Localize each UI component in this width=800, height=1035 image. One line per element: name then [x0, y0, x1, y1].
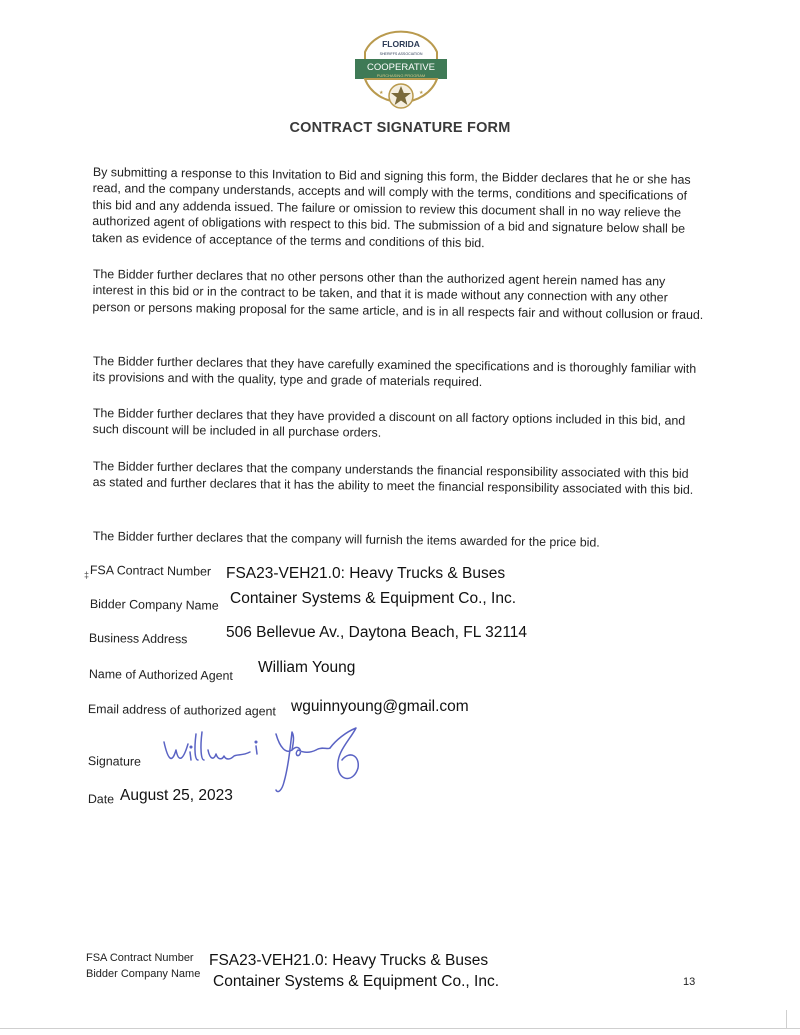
date-value: August 25, 2023 [120, 787, 233, 804]
date-label: Date [87, 792, 115, 807]
declaration-paragraph-1: By submitting a response to this Invitation to Bid and signing this form, the Bidder declares that he or she has read, and the company understands, accepts and will comply with the terms, conditions and specifications of this bid and any addenda issued. The failure or omission to review this document shall in no way relieve the authorized agent of obligations with respect to this bid. The submission of a bid and signature below shall be taken as evidence of acceptance of the terms and conditions of this bid. [91, 164, 691, 250]
declaration-paragraph-3: The Bidder further declares that they have carefully examined the specifications and is thoroughly familiar with its provisions and with the quality, type and grade of materials required. [92, 353, 697, 390]
company-name-value: Container Systems & Equipment Co., Inc. [230, 590, 517, 607]
fsa-cooperative-logo [353, 30, 449, 116]
footer-contract-value: FSA23-VEH21.0: Heavy Trucks & Buses [209, 952, 489, 969]
email-value: wguinnyoung@gmail.com [291, 698, 469, 715]
footer-company-label: Bidder Company Name [86, 968, 201, 980]
svg-text:COOPERATIVE: COOPERATIVE [367, 62, 435, 73]
declaration-paragraph-2: The Bidder further declares that no other persons other than the authorized agent herein named has any interest in this bid or in the contract to be taken, and that it is made without any connection with any other person or persons making proposal for the same article, and is in all respects fair and without collusion or fraud. [92, 266, 704, 322]
page-edge-corner [786, 1010, 787, 1028]
authorized-agent-value: William Young [258, 659, 356, 676]
business-address-value: 506 Bellevue Av., Daytona Beach, FL 32114 [226, 624, 528, 641]
business-address-label: Business Address [88, 631, 188, 647]
svg-text:★: ★ [419, 90, 424, 96]
mark-glyph: ‡ [84, 570, 90, 580]
svg-text:★: ★ [379, 90, 384, 96]
email-label: Email address of authorized agent [87, 702, 277, 719]
authorized-agent-label: Name of Authorized Agent [88, 667, 233, 683]
page-title: CONTRACT SIGNATURE FORM [289, 120, 511, 136]
declaration-paragraph-5: The Bidder further declares that the company understands the financial responsibility associated with this bid as stated and further declares that it has the ability to meet the financial responsibility associated with this bid. [92, 458, 694, 498]
footer-contract-label: FSA Contract Number [86, 952, 194, 964]
declaration-paragraph-6: The Bidder further declares that the company will furnish the items awarded for the price bid. [92, 528, 600, 550]
page-edge-divider [0, 1028, 800, 1029]
declaration-paragraph-4: The Bidder further declares that they have provided a discount on all factory options included in this bid, and such discount will be included in all purchase orders. [92, 405, 686, 441]
page-number: 13 [683, 976, 696, 988]
svg-text:FLORIDA: FLORIDA [382, 39, 420, 49]
company-name-label: Bidder Company Name [89, 597, 219, 613]
svg-text:PURCHASING PROGRAM: PURCHASING PROGRAM [376, 73, 426, 78]
contract-number-label: FSA Contract Number [89, 563, 212, 579]
svg-text:SHERIFFS ASSOCIATION: SHERIFFS ASSOCIATION [379, 52, 423, 56]
signature-label: Signature [87, 754, 142, 769]
contract-number-value: FSA23-VEH21.0: Heavy Trucks & Buses [226, 565, 506, 582]
footer-company-value: Container Systems & Equipment Co., Inc. [213, 973, 500, 990]
